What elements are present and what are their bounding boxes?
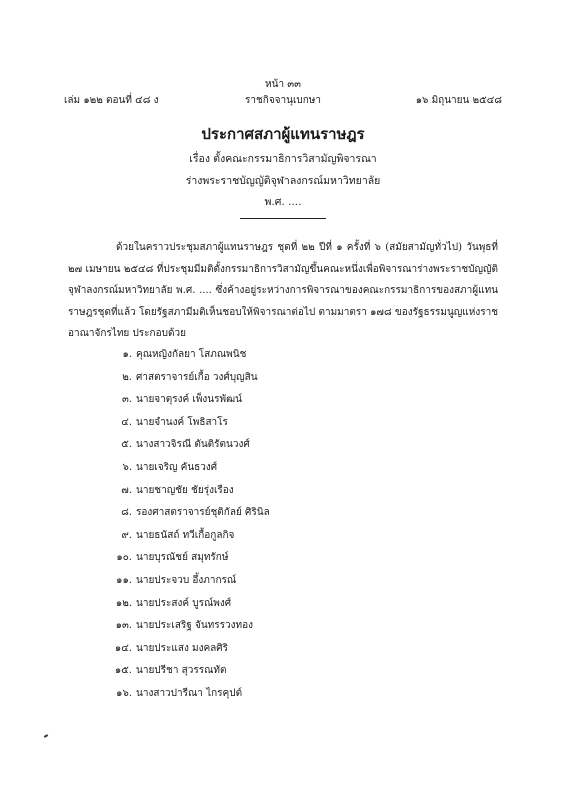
item-number: ๗. — [121, 484, 132, 496]
subject-line-2: ร่างพระราชบัญญัติจุฬาลงกรณ์มหาวิทยาลัย — [185, 175, 381, 187]
member-name: รองศาสตราจารย์ชุติกัลย์ ศิรินิล — [136, 507, 270, 519]
list-item — [104, 480, 270, 503]
list-item — [104, 593, 270, 616]
item-number: ๙. — [121, 529, 132, 541]
list-item — [104, 457, 270, 480]
list-item — [104, 389, 270, 412]
page-number: หน้า ๓๓ — [265, 79, 301, 90]
member-name: นายประแสง มงคลศิริ — [136, 642, 229, 654]
item-number: ๑๐. — [116, 552, 132, 564]
item-number: ๑๔. — [114, 642, 132, 654]
member-name: นายบุรณัชย์ สมุทรักษ์ — [136, 552, 229, 564]
member-name: นางสาวจิรณี ตันติรัตนวงศ์ — [136, 439, 250, 451]
member-name: นางสาวปารีณา ไกรคุปต์ — [136, 687, 243, 699]
item-number: ๔. — [121, 416, 132, 428]
item-number: ๓. — [121, 394, 132, 406]
list-item — [104, 570, 270, 593]
member-name: นายธนัสถ์ ทวีเกื้อกูลกิจ — [136, 529, 235, 541]
volume-issue: เล่ม ๑๒๒ ตอนที่ ๔๘ ง — [64, 95, 159, 106]
list-item — [104, 638, 270, 661]
member-list — [104, 344, 270, 706]
member-name: นายจำนงค์ โพธิสาโร — [136, 416, 228, 428]
gazette-name: ราชกิจจานุเบกษา — [244, 95, 322, 106]
item-number: ๖. — [122, 461, 132, 473]
member-name: นายปรีชา สุวรรณทัต — [136, 665, 227, 677]
list-item — [104, 660, 270, 683]
member-name: คุณหญิงกัลยา โสภณพนิช — [136, 349, 247, 360]
list-item — [104, 615, 270, 638]
stray-mark — [44, 734, 48, 738]
list-item — [104, 434, 270, 457]
list-item — [104, 412, 270, 435]
subject-line-1: เรื่อง ตั้งคณะกรรมาธิการวิสามัญพิจารณา — [189, 153, 377, 165]
member-name: นายจาตุรงค์ เพ็งนรพัฒน์ — [136, 394, 242, 406]
list-item — [104, 547, 270, 570]
announcement-body: ด้วยในคราวประชุมสภาผู้แทนราษฎร ชุดที่ ๒๒ ปีที่ ๑ ครั้งที่ ๖ (สมัยสามัญทั่วไป) วันพุธที่ ๒๗ เมษายน ๒๕๔๘ ที่ประชุมมีมติตั้งกรรมาธิการวิสามัญขึ้นคณะหนึ่งเพื่อพิจารณาร่างพระราชบัญญัติจุฬาลงกรณ์มหาวิทยาลัย พ.ศ. .... ซึ่งค้างอยู่ระหว่างการพิจารณาของคณะกรรมาธิการของสภาผู้แทนราษฎรชุดที่แล้ว โดยรัฐสภามีมติเห็นชอบให้พิจารณาต่อไป ตามมาตรา ๑๗๘ ของรัฐธรรมนูญแห่งราชอาณาจักรไทย ประกอบด้วย — [68, 242, 498, 339]
divider-rule — [240, 218, 326, 219]
item-number: ๑๖. — [116, 687, 132, 699]
item-number: ๑๒. — [115, 597, 132, 609]
item-number: ๑๑. — [116, 574, 132, 586]
member-name: ศาสตราจารย์เกื้อ วงศ์บุญสิน — [136, 371, 258, 383]
list-item — [104, 525, 270, 548]
member-name: นายเจริญ คันธวงศ์ — [136, 461, 218, 473]
item-number: ๑. — [122, 349, 132, 360]
list-item — [104, 344, 270, 367]
item-number: ๑๓. — [115, 620, 132, 632]
item-number: ๘. — [121, 507, 132, 519]
announcement-title: ประกาศสภาผู้แทนราษฎร — [201, 125, 365, 143]
item-number: ๒. — [122, 371, 132, 383]
subject-line-3: พ.ศ. .... — [264, 196, 302, 208]
list-item — [104, 367, 270, 390]
member-name: นายประจวบ อึ้งภากรณ์ — [136, 574, 237, 586]
list-item — [104, 502, 270, 525]
member-name: นายประสงค์ บูรณ์พงศ์ — [136, 597, 232, 609]
item-number: ๑๕. — [114, 665, 132, 677]
member-name: นายชาญชัย ชัยรุ่งเรือง — [136, 484, 234, 496]
publication-date: ๑๖ มิถุนายน ๒๕๔๘ — [415, 95, 502, 106]
item-number: ๕. — [121, 439, 132, 451]
list-item — [104, 683, 270, 706]
member-name: นายประเสริฐ จันทรรวงทอง — [136, 620, 253, 632]
